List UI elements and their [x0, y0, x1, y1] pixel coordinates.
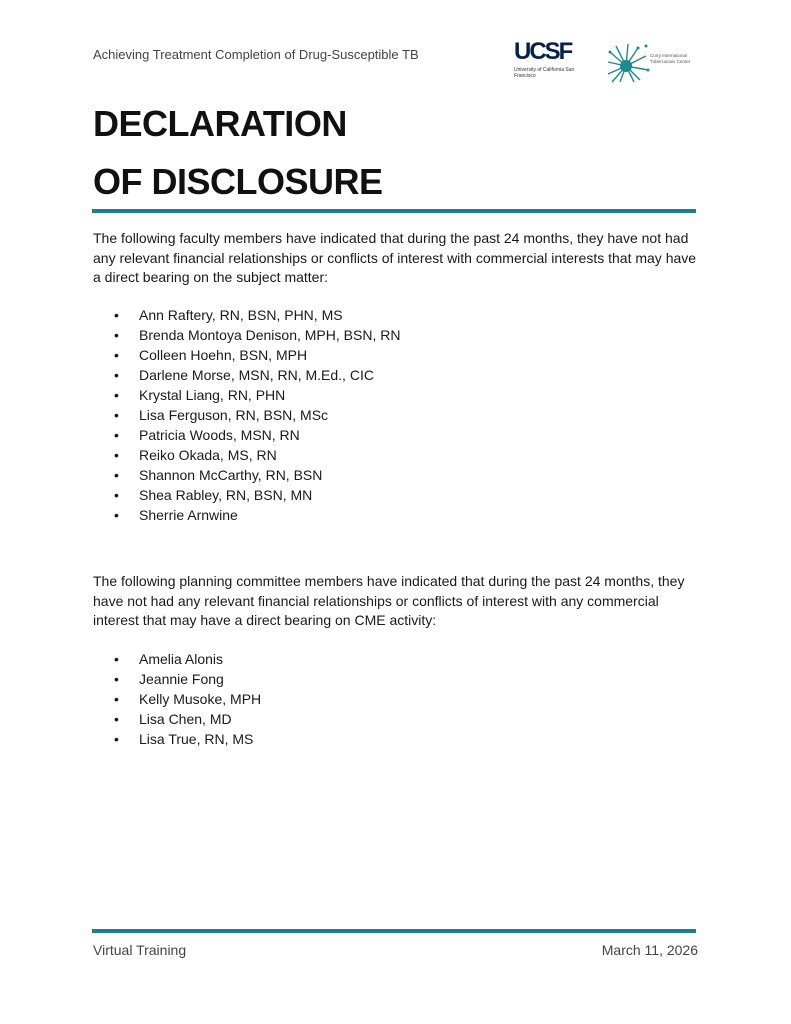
footer-date: March 11, 2026	[601, 942, 698, 958]
member-name: Kelly Musoke, MPH	[139, 691, 262, 707]
bullet-icon: •	[114, 447, 119, 463]
ucsf-logo-mark: UCSF	[514, 38, 572, 65]
member-name: Brenda Montoya Denison, MPH, BSN, RN	[139, 327, 401, 343]
member-name: Amelia Alonis	[139, 651, 224, 667]
bullet-icon: •	[114, 327, 119, 343]
list-item	[93, 325, 400, 345]
faculty-intro: The following faculty members have indicated that during the past 24 months, they have not had any relevant financial relationships or conflicts of interest with commercial interests that may have a direct bearing on the subject matter:	[93, 230, 697, 285]
bullet-icon: •	[114, 671, 119, 687]
bullet-icon: •	[114, 387, 119, 403]
bullet-icon: •	[114, 367, 119, 383]
ucsf-logo	[514, 40, 584, 85]
list-item	[93, 385, 400, 405]
title-divider	[92, 209, 696, 213]
list-item	[93, 505, 400, 525]
bullet-icon: •	[114, 691, 119, 707]
member-name: Patricia Woods, MSN, RN	[139, 427, 300, 443]
footer-divider	[92, 929, 696, 933]
curry-center-logo	[606, 42, 698, 84]
bullet-icon: •	[114, 507, 119, 523]
member-name: Krystal Liang, RN, PHN	[139, 387, 286, 403]
bullet-icon: •	[114, 307, 119, 323]
bullet-icon: •	[114, 711, 119, 727]
list-item	[93, 305, 400, 325]
list-item	[93, 465, 400, 485]
member-name: Sherrie Arnwine	[139, 507, 238, 523]
committee-intro: The following planning committee members have indicated that during the past 24 months, they have not had any relevant financial relationships or conflicts of interest with any commercial interest that may have a direct bearing on CME activity:	[93, 573, 685, 628]
committee-list	[93, 649, 261, 749]
member-name: Darlene Morse, MSN, RN, M.Ed., CIC	[139, 367, 374, 383]
list-item	[93, 689, 261, 709]
list-item	[93, 649, 261, 669]
list-item	[93, 485, 400, 505]
page-title-line1: DECLARATION	[93, 103, 347, 144]
list-item	[93, 709, 261, 729]
bullet-icon: •	[114, 487, 119, 503]
bullet-icon: •	[114, 427, 119, 443]
list-item	[93, 729, 261, 749]
footer-event-type: Virtual Training	[93, 942, 187, 958]
bullet-icon: •	[114, 651, 119, 667]
header-title: Achieving Treatment Completion of Drug-Susceptible TB	[93, 47, 419, 62]
page-title	[93, 95, 383, 211]
ucsf-logo-subtitle: University of California San Francisco	[514, 67, 575, 79]
bullet-icon: •	[114, 407, 119, 423]
list-item	[93, 345, 400, 365]
member-name: Shannon McCarthy, RN, BSN	[139, 467, 323, 483]
member-name: Lisa Chen, MD	[139, 711, 232, 727]
faculty-list	[93, 305, 400, 525]
member-name: Ann Raftery, RN, BSN, PHN, MS	[139, 307, 343, 323]
list-item	[93, 365, 400, 385]
bullet-icon: •	[114, 347, 119, 363]
bullet-icon: •	[114, 467, 119, 483]
member-name: Colleen Hoehn, BSN, MPH	[139, 347, 308, 363]
list-item	[93, 405, 400, 425]
burst-icon	[606, 42, 650, 84]
list-item	[93, 445, 400, 465]
list-item	[93, 669, 261, 689]
bullet-icon: •	[114, 731, 119, 747]
member-name: Reiko Okada, MS, RN	[139, 447, 277, 463]
member-name: Shea Rabley, RN, BSN, MN	[139, 487, 313, 503]
member-name: Lisa True, RN, MS	[139, 731, 254, 747]
page-title-line2: OF DISCLOSURE	[93, 161, 383, 202]
member-name: Jeannie Fong	[139, 671, 224, 687]
member-name: Lisa Ferguson, RN, BSN, MSc	[139, 407, 329, 423]
curry-center-logo-text: Curry International Tuberculosis Center	[650, 53, 691, 64]
list-item	[93, 425, 400, 445]
